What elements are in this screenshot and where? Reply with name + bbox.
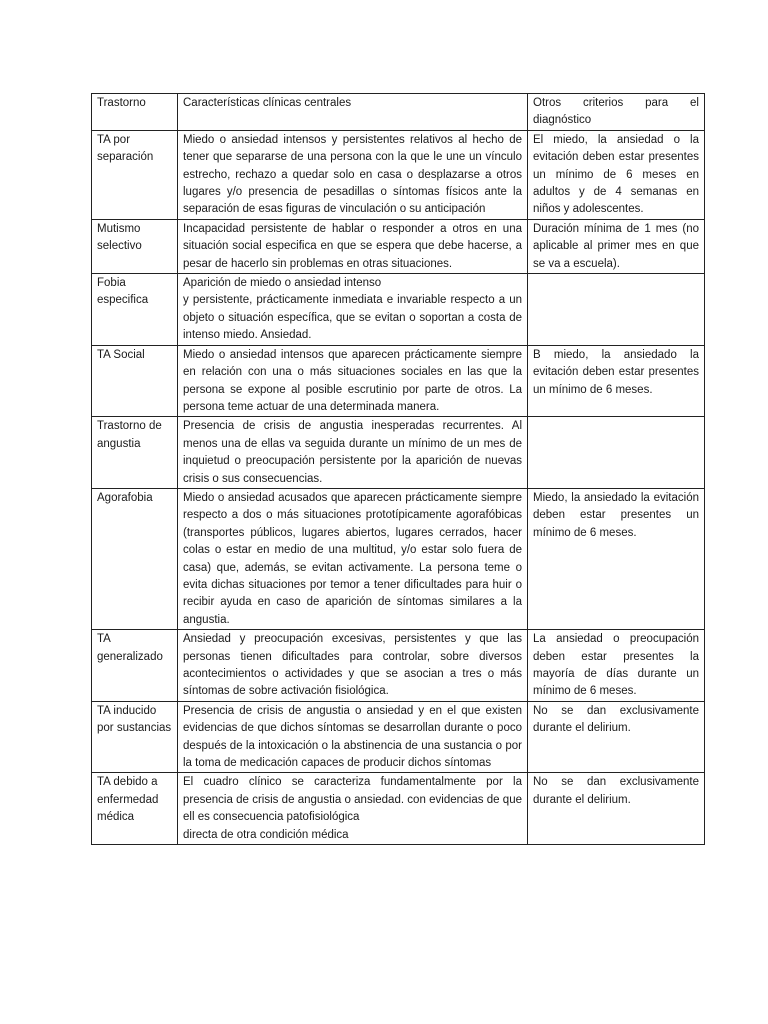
features-line: y persistente, prácticamente inmediata e invariable respecto a un objeto o situación específica, que se evitan o soportan a costa de intenso miedo. Ansiedad. bbox=[183, 294, 522, 342]
table-row bbox=[92, 345, 705, 417]
features-cell: Miedo o ansiedad intensos y persistentes relativos al hecho de tener que separarse de una persona con la que le une un vínculo estrecho, rechazo a quedar solo en casa o desplazarse a otros lugares y/o presencia de pesadillas o síntomas físicos ante la separación de esas figuras de vinculación o su anticipación bbox=[178, 130, 528, 219]
features-cell: Presencia de crisis de angustia o ansiedad y en el que existen evidencias de que dichos síntomas se desarrollan durante o poco después de la intoxicación o la abstinencia de una sustancia o por la toma de medicación capaces de producir dichos síntomas bbox=[178, 701, 528, 773]
table-row bbox=[92, 219, 705, 273]
table-row bbox=[92, 274, 705, 346]
table-row bbox=[92, 488, 705, 629]
diagnostic-criteria-table bbox=[91, 93, 705, 845]
disorder-cell: Agorafobia bbox=[92, 488, 178, 629]
features-line: El cuadro clínico se caracteriza fundamentalmente por la presencia de crisis de angustia o ansiedad. con evidencias de que ell es consecuencia patofisiológica bbox=[183, 776, 522, 824]
disorder-cell: Fobia especifica bbox=[92, 274, 178, 346]
table-row bbox=[92, 630, 705, 702]
disorder-cell: Mutismo selectivo bbox=[92, 219, 178, 273]
disorder-cell: TA debido a enfermedad médica bbox=[92, 773, 178, 845]
header-clinical-features: Características clínicas centrales bbox=[178, 94, 528, 131]
other-criteria-cell: No se dan exclusivamente durante el delirium. bbox=[528, 701, 705, 773]
other-criteria-cell: Miedo, la ansiedado la evitación deben estar presentes un mínimo de 6 meses. bbox=[528, 488, 705, 629]
disorder-cell: Trastorno de angustia bbox=[92, 417, 178, 489]
features-cell: Miedo o ansiedad acusados que aparecen prácticamente siempre respecto a dos o más situaciones prototípicamente agorafóbicas (transportes públicos, lugares abiertos, lugares cerrados, hacer colas o estar en medio de una multitud, y/o estar solo fuera de casa) que, además, se evitan activamente. La persona teme o evita dichas situaciones por temor a tener dificultades para huir o recibir ayuda en caso de aparición de síntomas similares a la angustia. bbox=[178, 488, 528, 629]
disorder-cell: TA generalizado bbox=[92, 630, 178, 702]
table-row bbox=[92, 701, 705, 773]
features-cell bbox=[178, 274, 528, 346]
features-cell: Presencia de crisis de angustia inesperadas recurrentes. Al menos una de ellas va seguida durante un mínimo de un mes de inquietud o preocupación persistente por la aparición de nuevas crisis o sus consecuencias. bbox=[178, 417, 528, 489]
other-criteria-cell: La ansiedad o preocupación deben estar presentes la mayoría de días durante un mínimo de 6 meses. bbox=[528, 630, 705, 702]
features-line: directa de otra condición médica bbox=[183, 828, 349, 841]
features-cell: Ansiedad y preocupación excesivas, persistentes y que las personas tienen dificultades para controlar, sobre diversos acontecimientos o actividades y que se asocian a tres o más síntomas de sobre activación fisiológica. bbox=[178, 630, 528, 702]
disorder-cell: TA Social bbox=[92, 345, 178, 417]
table-row bbox=[92, 417, 705, 489]
features-line: Aparición de miedo o ansiedad intenso bbox=[183, 277, 382, 290]
other-criteria-cell: Duración mínima de 1 mes (no aplicable al primer mes en que se va a escuela). bbox=[528, 219, 705, 273]
other-criteria-cell: B miedo, la ansiedado la evitación deben estar presentes un mínimo de 6 meses. bbox=[528, 345, 705, 417]
header-other-criteria: Otros criterios para el diagnóstico bbox=[528, 94, 705, 131]
other-criteria-cell: El miedo, la ansiedad o la evitación deben estar presentes un mínimo de 6 meses en adultos y de 4 semanas en niños y adolescentes. bbox=[528, 130, 705, 219]
other-criteria-cell: No se dan exclusivamente durante el delirium. bbox=[528, 773, 705, 845]
table-row bbox=[92, 130, 705, 219]
disorder-cell: TA inducido por sustancias bbox=[92, 701, 178, 773]
disorder-cell: TA por separación bbox=[92, 130, 178, 219]
other-criteria-cell bbox=[528, 417, 705, 489]
features-cell: Incapacidad persistente de hablar o responder a otros en una situación social especifica en que se espera que debe hacerse, a pesar de hacerlo sin problemas en otras situaciones. bbox=[178, 219, 528, 273]
features-cell bbox=[178, 773, 528, 845]
other-criteria-cell bbox=[528, 274, 705, 346]
table-header-row bbox=[92, 94, 705, 131]
header-disorder: Trastorno bbox=[92, 94, 178, 131]
table-row bbox=[92, 773, 705, 845]
features-cell: Miedo o ansiedad intensos que aparecen prácticamente siempre en relación con una o más situaciones sociales en las que la persona se expone al posible escrutinio por parte de otros. La persona teme actuar de una determinada manera. bbox=[178, 345, 528, 417]
